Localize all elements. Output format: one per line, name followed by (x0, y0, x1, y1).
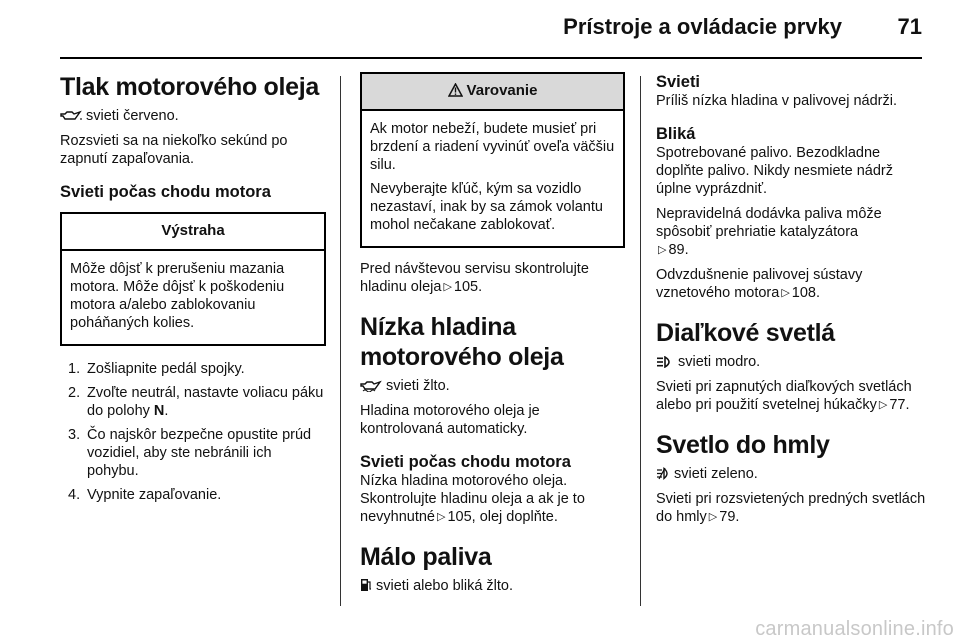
high-beam-icon (656, 356, 674, 368)
fog-paragraph: Svieti pri rozsvietených predných svetlách do hmly ▷ 79. (656, 491, 926, 525)
fuel-pump-icon (360, 578, 372, 592)
fog-status-line (656, 465, 926, 483)
subheading-engine-running-2: Svieti počas chodu motora (360, 453, 571, 471)
list-item: 3. Čo najskôr bezpečne opustite prúd vozidiel, aby ste nebránili ich pohybu. (68, 427, 312, 479)
fuel-status-line (360, 577, 625, 595)
heading-oil-pressure: Tlak motorového oleja (60, 73, 320, 101)
caution-title: Výstraha (62, 214, 324, 251)
heading-low-oil: Nízka hladina motorového oleja (360, 313, 564, 371)
lit-paragraph: Príliš nízka hladina v palivovej nádrži. (656, 93, 897, 109)
warning-box (360, 72, 625, 248)
column-divider (640, 76, 641, 606)
catalyst-paragraph: Nepravidelná dodávka paliva môže spôsobiť prehriatie katalyzátora ▷ 89. (656, 206, 882, 258)
fuel-status-text: svieti alebo bliká žlto. (376, 578, 514, 594)
column-left (60, 72, 326, 510)
low-oil-status-line (360, 377, 625, 395)
column-divider (340, 76, 341, 606)
warning-header (362, 74, 623, 111)
caution-box (60, 212, 326, 346)
low-oil-status-text: svieti žlto. (386, 378, 450, 394)
oil-level-icon (360, 380, 382, 392)
page-reference-icon: ▷ (878, 399, 888, 411)
oil-paragraph: Rozsvieti sa na niekoľko sekúnd po zapnutí zapaľovania. (60, 133, 288, 167)
warning-text-2: Nevyberajte kľúč, kým sa vozidlo nezastaví, inak by sa zámok volantu mohol nečakane zablokovať. (370, 181, 603, 233)
list-item: 2. Zvoľte neutrál, nastavte voliacu páku do polohy N. (68, 385, 324, 419)
header-divider (60, 57, 922, 59)
subheading-lit: Svieti (656, 73, 701, 91)
watermark: carmanualsonline.info (755, 618, 954, 640)
gear-n-label: N (153, 403, 165, 419)
heading-fog-light: Svetlo do hmly (656, 431, 830, 459)
heading-low-fuel: Málo paliva (360, 543, 492, 571)
warning-title: Varovanie (466, 82, 538, 99)
steps-list (60, 360, 326, 504)
oil-can-icon (60, 110, 82, 122)
page-header (0, 0, 960, 58)
oil-status-line (60, 107, 326, 125)
subheading-engine-running: Svieti počas chodu motora (60, 183, 271, 201)
page-reference-icon: ▷ (658, 244, 667, 256)
list-item: 1. Zošliapnite pedál spojky. (68, 361, 245, 377)
column-right (656, 72, 926, 533)
warning-text-1: Ak motor nebeží, budete musieť pri brzdení a riadení vyvinúť oveľa väčšiu silu. (370, 121, 615, 173)
section-title: Prístroje a ovládacie prvky (563, 14, 842, 39)
subheading-flashing: Bliká (656, 125, 696, 143)
service-paragraph: Pred návštevou servisu skontrolujte hladinu oleja ▷ 105. (360, 261, 589, 295)
low-oil-paragraph: Hladina motorového oleja je kontrolovaná automaticky. (360, 403, 540, 437)
page-reference-icon: ▷ (436, 511, 446, 523)
fog-light-icon (656, 467, 670, 480)
high-beam-status-line (656, 353, 926, 371)
vent-paragraph: Odvzdušnenie palivovej sústavy vznetového motora ▷ 108. (656, 267, 863, 301)
fog-status-text: svieti zeleno. (674, 466, 758, 482)
warning-triangle-icon (448, 83, 463, 97)
high-beam-status-text: svieti modro. (678, 354, 761, 370)
page-reference-icon: ▷ (708, 511, 718, 523)
low-oil-running-paragraph: Nízka hladina motorového oleja. Skontrolujte hladinu oleja a ak je to nevyhnutné ▷ 105, olej doplňte. (360, 473, 585, 525)
page-reference-icon: ▷ (781, 287, 790, 299)
heading-high-beam: Diaľkové svetlá (656, 319, 835, 347)
list-item: 4. Vypnite zapaľovanie. (68, 487, 222, 503)
high-beam-paragraph: Svieti pri zapnutých diaľkových svetlách alebo pri použití svetelnej húkačky ▷ 77. (656, 379, 912, 413)
page-number: 71 (897, 14, 922, 39)
flashing-paragraph: Spotrebované palivo. Bezodkladne doplňte palivo. Nikdy nesmiete nádrž úplne vyprázdniť. (656, 145, 893, 197)
caution-text: Môže dôjsť k prerušeniu mazania motora. Môže dôjsť k poškodeniu motora a/alebo zablokovaniu poháňaných kolies. (70, 261, 285, 331)
oil-status-text: svieti červeno. (86, 108, 179, 124)
column-middle (360, 72, 625, 602)
page-reference-icon: ▷ (443, 281, 452, 293)
